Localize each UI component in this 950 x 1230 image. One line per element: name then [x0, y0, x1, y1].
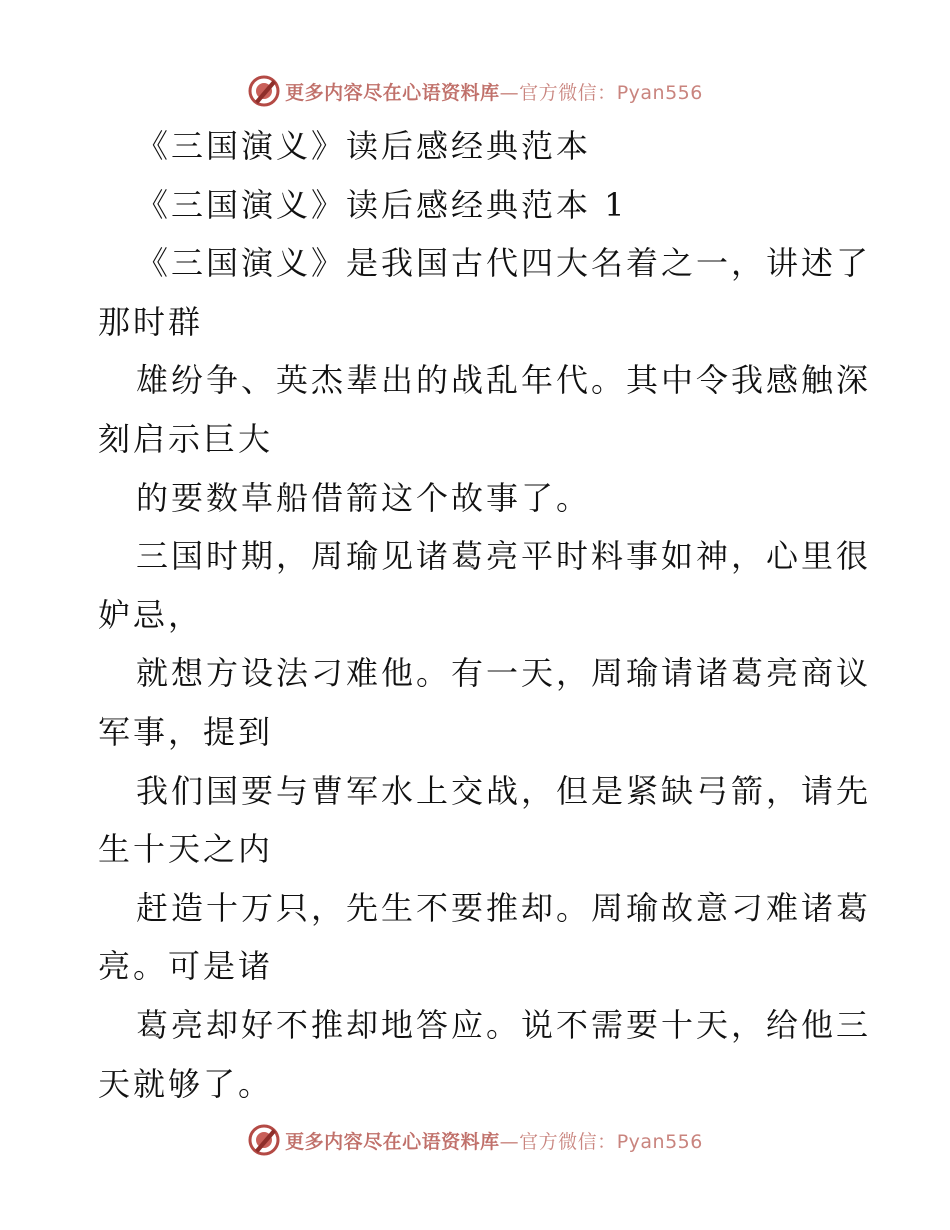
paragraph-continuation-line: 生十天之内 — [98, 830, 274, 869]
paragraph-line: 《三国演义》是我国古代四大名着之一，讲述了 — [136, 244, 872, 283]
paragraph-continuation-line: 刻启示巨大 — [98, 420, 274, 458]
paragraph-line: 《三国演义》读后感经典范本 1 — [136, 185, 628, 224]
header-banner — [0, 71, 950, 111]
paragraph-line: 就想方设法刁难他。有一天，周瑜请诸葛亮商议 — [136, 654, 872, 693]
paragraph-continuation-line: 军事，提到 — [98, 713, 274, 751]
banner-main: 更多内容尽在心语资料库 — [285, 81, 500, 104]
paragraph-line: 赶造十万只，先生不要推却。周瑜故意刁难诸葛 — [136, 888, 872, 927]
banner-dash: — — [499, 1130, 520, 1153]
banner-official: 官方微信： — [519, 81, 617, 104]
banner-account: Pyan556 — [616, 81, 703, 104]
paragraph-line: 雄纷争、英杰辈出的战乱年代。其中令我感触深 — [136, 361, 872, 400]
paragraph-line: 的要数草船借箭这个故事了。 — [136, 478, 592, 517]
banner-account: Pyan556 — [616, 1130, 703, 1153]
paragraph-continuation-line: 那时群 — [98, 302, 204, 341]
banner-text — [285, 1127, 703, 1154]
paragraph-continuation-line: 天就够了。 — [98, 1064, 274, 1103]
footer-banner — [0, 1120, 950, 1160]
paragraph-line: 葛亮却好不推却地答应。说不需要十天，给他三 — [136, 1006, 872, 1044]
pen-logo-icon — [247, 74, 281, 108]
paragraph-line: 《三国演义》读后感经典范本 — [136, 127, 592, 165]
banner-dash: — — [499, 81, 520, 104]
paragraph-line: 三国时期，周瑜见诸葛亮平时料事如神，心里很 — [136, 537, 872, 576]
banner-official: 官方微信： — [519, 1130, 617, 1153]
banner-main: 更多内容尽在心语资料库 — [285, 1130, 500, 1153]
paragraph-continuation-line: 亮。可是诸 — [98, 947, 274, 986]
banner-text — [285, 78, 703, 105]
paragraph-continuation-line: 妒忌， — [98, 595, 204, 634]
pen-logo-icon — [247, 1123, 281, 1157]
paragraph-line: 我们国要与曹军水上交战，但是紧缺弓箭，请先 — [136, 771, 872, 810]
